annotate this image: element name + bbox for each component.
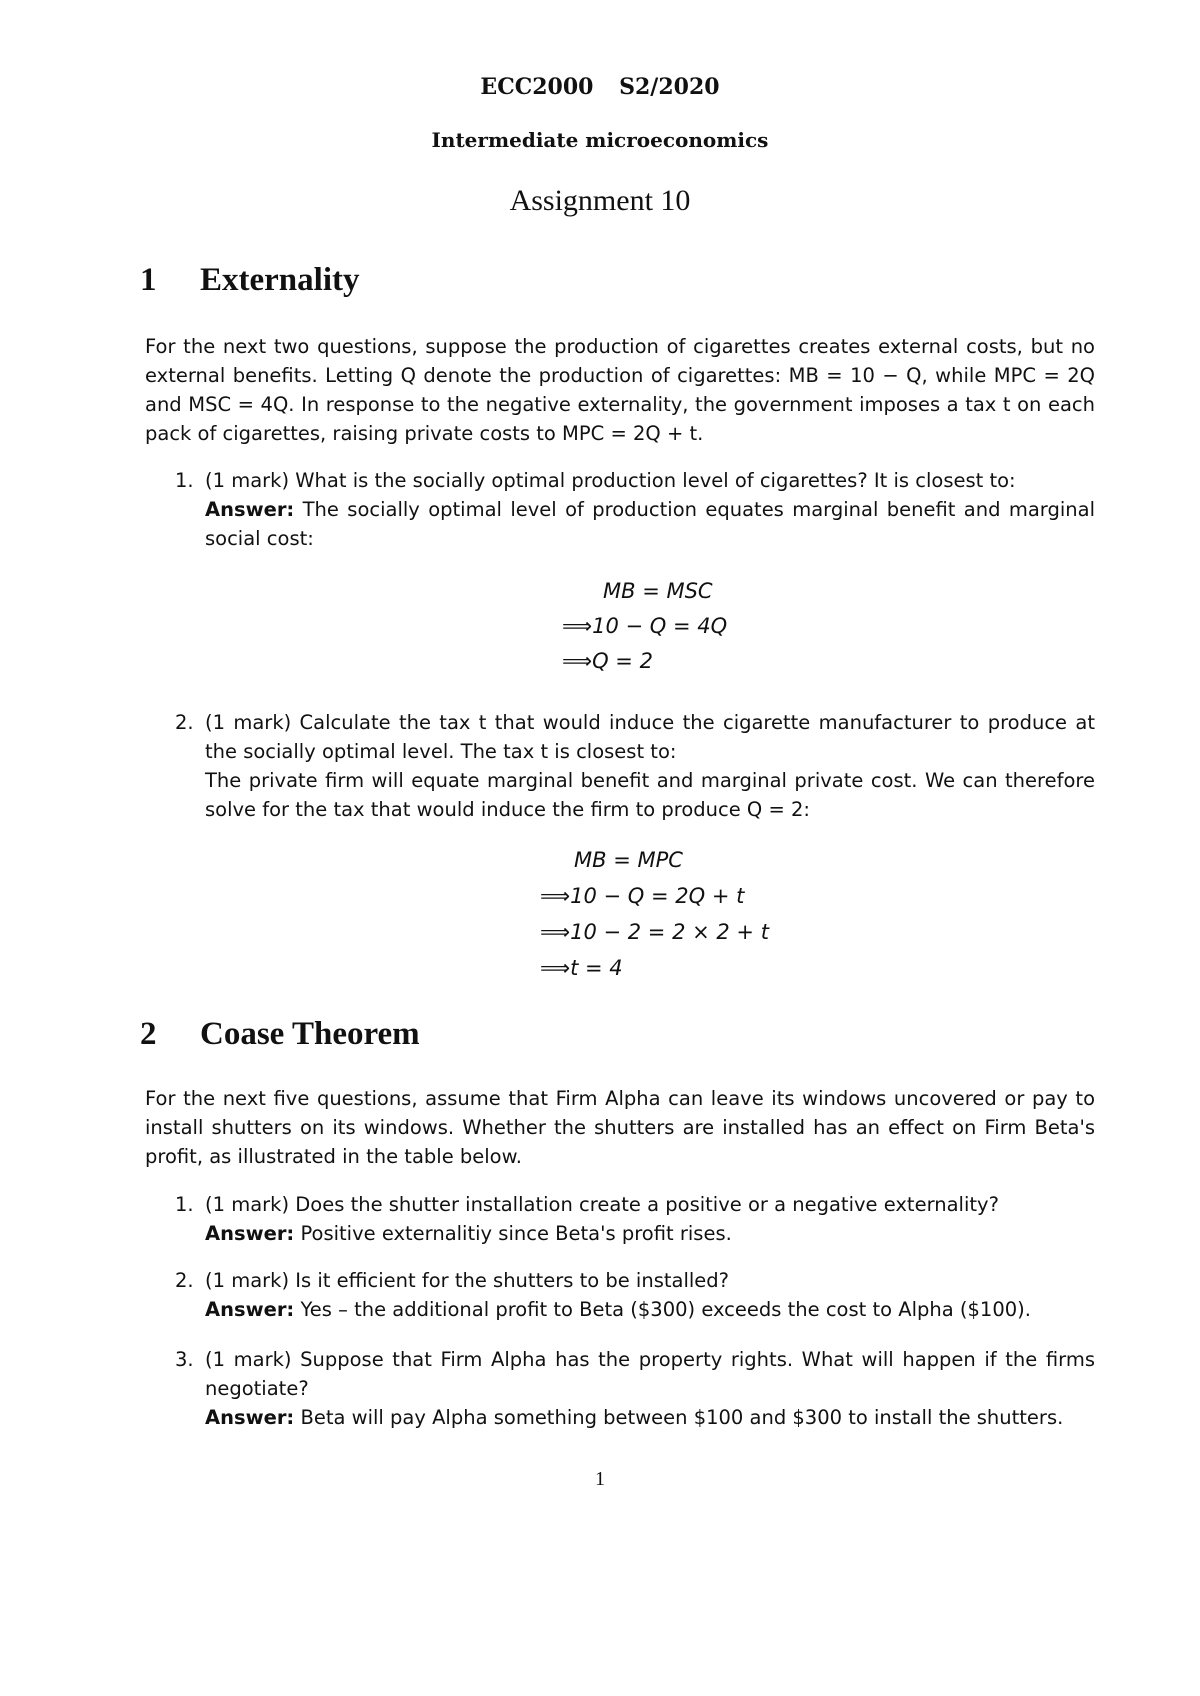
explanation-text: The private firm will equate marginal benefit and marginal private cost. We can therefore solve for the tax that would induce the firm to produce Q = 2: [205,769,1095,821]
equation: ⟹Q = 2 [562,649,653,673]
equation: ⟹10 − Q = 4Q [562,614,728,638]
question-number: 2. [175,711,194,734]
question-number: 3. [175,1348,194,1371]
section-2-number: 2 [140,1016,157,1052]
question-number: 1. [175,469,194,492]
answer-text: Positive externalitiy since Beta's profit rises. [300,1222,732,1245]
section-2-intro: For the next five questions, assume that Firm Alpha can leave its windows uncovered or pay to install shutters on its windows. Whether the shutters are installed has an effect on Firm Beta's profit, as illustrated in the table below. [145,1087,1095,1168]
question-text: (1 mark) Is it efficient for the shutters to be installed? [205,1269,730,1292]
section-2-question-3 [145,1345,1095,1432]
page-number: 1 [595,1468,605,1490]
section-2-title: Coase Theorem [200,1016,420,1052]
section-1-title: Externality [200,262,360,298]
equation: MB = MSC [603,579,713,603]
equation: ⟹t = 4 [540,956,623,980]
question-text: (1 mark) Calculate the tax t that would induce the cigarette manufacturer to produce at the socially optimal level. The tax t is closest to: [205,711,1095,763]
section-1-heading [140,262,359,299]
answer-text: The socially optimal level of production equates marginal benefit and marginal social cost: [205,498,1095,550]
question-text: (1 mark) Does the shutter installation create a positive or a negative externality? [205,1193,999,1216]
equation: ⟹10 − 2 = 2 × 2 + t [540,920,769,944]
answer-text: Yes – the additional profit to Beta ($300) exceeds the cost to Alpha ($100). [300,1298,1031,1321]
section-2-heading [140,1016,420,1053]
equation: ⟹10 − Q = 2Q + t [540,884,745,908]
answer-label: Answer: [205,498,295,521]
answer-label: Answer: [205,1222,295,1245]
question-number: 1. [175,1193,194,1216]
answer-label: Answer: [205,1406,295,1429]
section-1-question-1 [145,466,1095,553]
section-1-question-2 [145,708,1095,824]
section-1-number: 1 [140,262,157,298]
question-text: (1 mark) Suppose that Firm Alpha has the property rights. What will happen if the firms negotiate? [205,1348,1095,1400]
assignment-title: Assignment 10 [509,184,691,217]
question-number: 2. [175,1269,194,1292]
question-text: (1 mark) What is the socially optimal production level of cigarettes? It is closest to: [205,469,1016,492]
section-2-question-1 [145,1190,1095,1248]
answer-text: Beta will pay Alpha something between $100 and $300 to install the shutters. [300,1406,1064,1429]
equation: MB = MPC [574,848,683,872]
course-code: ECC2000 S2/2020 [480,74,720,100]
answer-label: Answer: [205,1298,295,1321]
section-1-intro: For the next two questions, suppose the production of cigarettes creates external costs, but no external benefits. Letting Q denote the production of cigarettes: MB = 10 − Q, while MPC = 2Q and MSC = 4Q. In response to the negative externality, the government imposes a tax t on each pack of cigarettes, raising private costs to MPC = 2Q + t. [145,335,1095,445]
course-subtitle: Intermediate microeconomics [431,128,769,152]
section-2-question-2 [145,1266,1095,1324]
